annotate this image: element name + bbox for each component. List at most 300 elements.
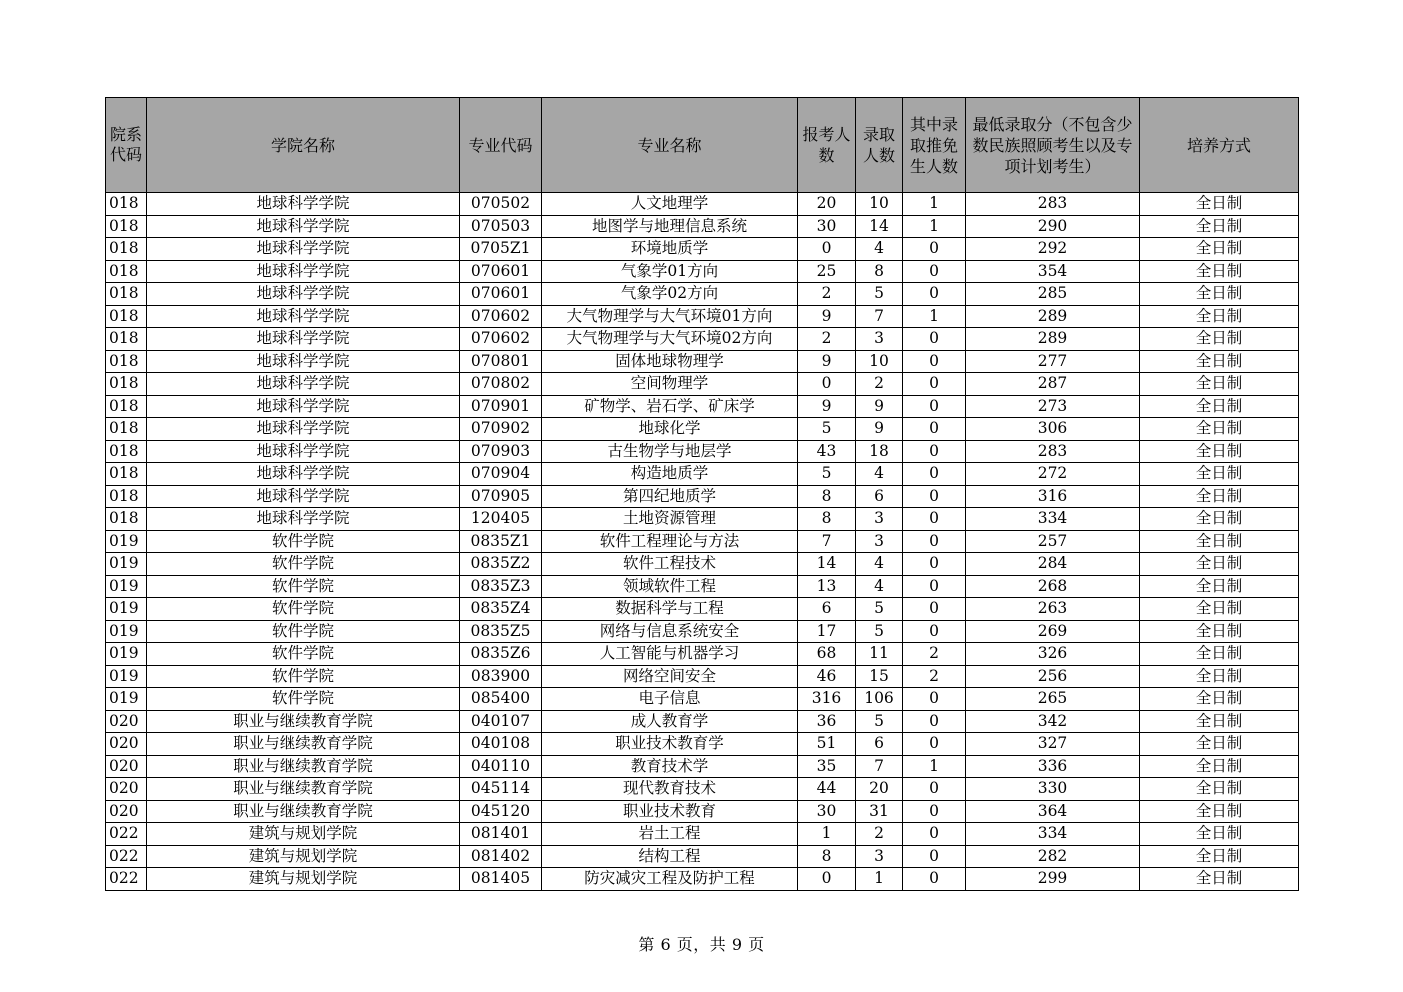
cell-college: 地球科学学院 (147, 463, 460, 486)
cell-min-score: 334 (966, 508, 1140, 531)
cell-dept-code: 019 (106, 643, 147, 666)
cell-dept-code: 020 (106, 800, 147, 823)
cell-mode: 全日制 (1140, 755, 1299, 778)
header-applicants: 报考人数 (798, 98, 856, 193)
cell-major-code: 070802 (460, 373, 542, 396)
cell-major-code: 081405 (460, 868, 542, 891)
cell-exempt: 2 (903, 665, 966, 688)
cell-applicants: 8 (798, 485, 856, 508)
header-row (106, 98, 1299, 193)
cell-major-code: 045114 (460, 778, 542, 801)
cell-major-name: 职业技术教育学 (542, 733, 798, 756)
cell-mode: 全日制 (1140, 620, 1299, 643)
cell-major-code: 0835Z5 (460, 620, 542, 643)
cell-major-name: 结构工程 (542, 845, 798, 868)
cell-major-code: 040110 (460, 755, 542, 778)
cell-admitted: 6 (856, 733, 903, 756)
cell-major-name: 岩土工程 (542, 823, 798, 846)
cell-applicants: 2 (798, 328, 856, 351)
cell-min-score: 316 (966, 485, 1140, 508)
cell-min-score: 268 (966, 575, 1140, 598)
cell-applicants: 68 (798, 643, 856, 666)
cell-major-name: 土地资源管理 (542, 508, 798, 531)
cell-college: 软件学院 (147, 553, 460, 576)
cell-exempt: 0 (903, 710, 966, 733)
cell-min-score: 282 (966, 845, 1140, 868)
cell-college: 职业与继续教育学院 (147, 800, 460, 823)
cell-admitted: 2 (856, 823, 903, 846)
header-dept-code: 院系代码 (106, 98, 147, 193)
cell-mode: 全日制 (1140, 463, 1299, 486)
cell-college: 职业与继续教育学院 (147, 733, 460, 756)
cell-min-score: 285 (966, 283, 1140, 306)
header-major-name: 专业名称 (542, 98, 798, 193)
cell-admitted: 6 (856, 485, 903, 508)
cell-min-score: 334 (966, 823, 1140, 846)
cell-dept-code: 018 (106, 215, 147, 238)
table-row (106, 373, 1299, 396)
cell-min-score: 342 (966, 710, 1140, 733)
cell-major-name: 网络空间安全 (542, 665, 798, 688)
cell-major-name: 软件工程技术 (542, 553, 798, 576)
cell-exempt: 1 (903, 193, 966, 216)
table-row (106, 350, 1299, 373)
cell-mode: 全日制 (1140, 845, 1299, 868)
cell-college: 地球科学学院 (147, 350, 460, 373)
cell-dept-code: 018 (106, 283, 147, 306)
cell-dept-code: 018 (106, 350, 147, 373)
cell-college: 软件学院 (147, 665, 460, 688)
cell-college: 职业与继续教育学院 (147, 778, 460, 801)
cell-major-name: 矿物学、岩石学、矿床学 (542, 395, 798, 418)
cell-exempt: 0 (903, 328, 966, 351)
cell-applicants: 14 (798, 553, 856, 576)
cell-applicants: 0 (798, 238, 856, 261)
cell-min-score: 257 (966, 530, 1140, 553)
cell-mode: 全日制 (1140, 193, 1299, 216)
cell-admitted: 31 (856, 800, 903, 823)
table-row (106, 305, 1299, 328)
cell-major-code: 120405 (460, 508, 542, 531)
cell-applicants: 20 (798, 193, 856, 216)
cell-major-name: 成人教育学 (542, 710, 798, 733)
cell-mode: 全日制 (1140, 350, 1299, 373)
table-row (106, 665, 1299, 688)
cell-admitted: 3 (856, 845, 903, 868)
cell-major-code: 0835Z4 (460, 598, 542, 621)
cell-major-name: 现代教育技术 (542, 778, 798, 801)
cell-exempt: 2 (903, 643, 966, 666)
cell-admitted: 5 (856, 283, 903, 306)
cell-dept-code: 018 (106, 305, 147, 328)
cell-major-code: 040108 (460, 733, 542, 756)
cell-major-name: 防灾减灾工程及防护工程 (542, 868, 798, 891)
cell-min-score: 277 (966, 350, 1140, 373)
cell-dept-code: 020 (106, 755, 147, 778)
cell-dept-code: 018 (106, 328, 147, 351)
cell-college: 地球科学学院 (147, 193, 460, 216)
cell-applicants: 5 (798, 418, 856, 441)
cell-min-score: 269 (966, 620, 1140, 643)
table-row (106, 395, 1299, 418)
cell-college: 地球科学学院 (147, 215, 460, 238)
cell-major-code: 070801 (460, 350, 542, 373)
cell-dept-code: 022 (106, 823, 147, 846)
cell-min-score: 299 (966, 868, 1140, 891)
cell-mode: 全日制 (1140, 710, 1299, 733)
cell-college: 软件学院 (147, 688, 460, 711)
cell-min-score: 326 (966, 643, 1140, 666)
cell-applicants: 2 (798, 283, 856, 306)
cell-major-code: 070902 (460, 418, 542, 441)
cell-mode: 全日制 (1140, 440, 1299, 463)
cell-major-code: 081402 (460, 845, 542, 868)
cell-mode: 全日制 (1140, 733, 1299, 756)
cell-applicants: 43 (798, 440, 856, 463)
cell-major-name: 软件工程理论与方法 (542, 530, 798, 553)
cell-college: 软件学院 (147, 643, 460, 666)
cell-dept-code: 018 (106, 440, 147, 463)
cell-major-code: 0835Z3 (460, 575, 542, 598)
cell-applicants: 13 (798, 575, 856, 598)
cell-major-name: 气象学02方向 (542, 283, 798, 306)
cell-applicants: 51 (798, 733, 856, 756)
cell-mode: 全日制 (1140, 800, 1299, 823)
cell-dept-code: 018 (106, 418, 147, 441)
cell-dept-code: 018 (106, 395, 147, 418)
cell-college: 地球科学学院 (147, 395, 460, 418)
cell-mode: 全日制 (1140, 868, 1299, 891)
cell-major-name: 第四纪地质学 (542, 485, 798, 508)
cell-admitted: 4 (856, 238, 903, 261)
cell-admitted: 5 (856, 598, 903, 621)
cell-major-name: 构造地质学 (542, 463, 798, 486)
cell-exempt: 0 (903, 283, 966, 306)
cell-min-score: 273 (966, 395, 1140, 418)
cell-exempt: 0 (903, 395, 966, 418)
cell-applicants: 8 (798, 508, 856, 531)
cell-college: 地球科学学院 (147, 485, 460, 508)
cell-admitted: 3 (856, 508, 903, 531)
cell-college: 地球科学学院 (147, 238, 460, 261)
cell-major-name: 大气物理学与大气环境01方向 (542, 305, 798, 328)
cell-mode: 全日制 (1140, 373, 1299, 396)
cell-exempt: 0 (903, 845, 966, 868)
cell-mode: 全日制 (1140, 530, 1299, 553)
cell-college: 建筑与规划学院 (147, 823, 460, 846)
cell-min-score: 306 (966, 418, 1140, 441)
header-major-code: 专业代码 (460, 98, 542, 193)
table-row (106, 778, 1299, 801)
cell-applicants: 46 (798, 665, 856, 688)
cell-admitted: 14 (856, 215, 903, 238)
cell-min-score: 327 (966, 733, 1140, 756)
table-row (106, 553, 1299, 576)
cell-exempt: 0 (903, 440, 966, 463)
cell-mode: 全日制 (1140, 260, 1299, 283)
cell-admitted: 5 (856, 620, 903, 643)
cell-exempt: 0 (903, 508, 966, 531)
cell-applicants: 8 (798, 845, 856, 868)
cell-exempt: 0 (903, 688, 966, 711)
cell-applicants: 9 (798, 350, 856, 373)
cell-college: 地球科学学院 (147, 328, 460, 351)
cell-exempt: 0 (903, 418, 966, 441)
cell-dept-code: 019 (106, 688, 147, 711)
cell-mode: 全日制 (1140, 283, 1299, 306)
cell-major-name: 地球化学 (542, 418, 798, 441)
cell-dept-code: 018 (106, 463, 147, 486)
cell-college: 职业与继续教育学院 (147, 755, 460, 778)
table-row (106, 283, 1299, 306)
cell-exempt: 1 (903, 215, 966, 238)
table-row (106, 440, 1299, 463)
cell-applicants: 30 (798, 800, 856, 823)
cell-major-code: 0835Z6 (460, 643, 542, 666)
cell-admitted: 106 (856, 688, 903, 711)
cell-min-score: 265 (966, 688, 1140, 711)
cell-exempt: 0 (903, 733, 966, 756)
cell-admitted: 11 (856, 643, 903, 666)
cell-min-score: 263 (966, 598, 1140, 621)
cell-admitted: 18 (856, 440, 903, 463)
cell-major-code: 0705Z1 (460, 238, 542, 261)
table-row (106, 485, 1299, 508)
cell-exempt: 0 (903, 868, 966, 891)
cell-major-code: 070905 (460, 485, 542, 508)
cell-major-code: 070904 (460, 463, 542, 486)
cell-mode: 全日制 (1140, 598, 1299, 621)
cell-major-name: 人工智能与机器学习 (542, 643, 798, 666)
cell-mode: 全日制 (1140, 508, 1299, 531)
cell-major-code: 070602 (460, 305, 542, 328)
table-row (106, 620, 1299, 643)
cell-exempt: 0 (903, 238, 966, 261)
cell-major-name: 气象学01方向 (542, 260, 798, 283)
table-row (106, 643, 1299, 666)
cell-applicants: 30 (798, 215, 856, 238)
table-row (106, 823, 1299, 846)
cell-college: 地球科学学院 (147, 373, 460, 396)
cell-applicants: 35 (798, 755, 856, 778)
cell-mode: 全日制 (1140, 305, 1299, 328)
cell-major-name: 地图学与地理信息系统 (542, 215, 798, 238)
cell-dept-code: 020 (106, 710, 147, 733)
cell-major-name: 古生物学与地层学 (542, 440, 798, 463)
cell-exempt: 0 (903, 800, 966, 823)
cell-exempt: 0 (903, 463, 966, 486)
table-row (106, 598, 1299, 621)
header-admitted: 录取人数 (856, 98, 903, 193)
table-row (106, 418, 1299, 441)
cell-applicants: 6 (798, 598, 856, 621)
cell-dept-code: 018 (106, 193, 147, 216)
header-college: 学院名称 (147, 98, 460, 193)
cell-mode: 全日制 (1140, 395, 1299, 418)
cell-major-code: 045120 (460, 800, 542, 823)
cell-college: 地球科学学院 (147, 283, 460, 306)
cell-min-score: 289 (966, 305, 1140, 328)
table-row (106, 238, 1299, 261)
cell-exempt: 0 (903, 778, 966, 801)
table-row (106, 508, 1299, 531)
cell-mode: 全日制 (1140, 823, 1299, 846)
cell-min-score: 287 (966, 373, 1140, 396)
cell-applicants: 0 (798, 373, 856, 396)
cell-major-code: 083900 (460, 665, 542, 688)
cell-college: 软件学院 (147, 598, 460, 621)
page-footer: 第 6 页，共 9 页 (638, 935, 765, 954)
cell-dept-code: 019 (106, 553, 147, 576)
cell-admitted: 3 (856, 328, 903, 351)
cell-admitted: 9 (856, 395, 903, 418)
cell-dept-code: 020 (106, 778, 147, 801)
cell-major-name: 数据科学与工程 (542, 598, 798, 621)
cell-dept-code: 018 (106, 373, 147, 396)
cell-major-code: 085400 (460, 688, 542, 711)
cell-mode: 全日制 (1140, 238, 1299, 261)
cell-exempt: 0 (903, 485, 966, 508)
cell-exempt: 0 (903, 598, 966, 621)
table-row (106, 733, 1299, 756)
cell-exempt: 0 (903, 530, 966, 553)
cell-dept-code: 019 (106, 665, 147, 688)
cell-applicants: 7 (798, 530, 856, 553)
cell-min-score: 290 (966, 215, 1140, 238)
cell-exempt: 0 (903, 373, 966, 396)
header-min-score: 最低录取分（不包含少数民族照顾考生以及专项计划考生） (966, 98, 1140, 193)
cell-college: 地球科学学院 (147, 418, 460, 441)
cell-exempt: 0 (903, 620, 966, 643)
cell-major-name: 网络与信息系统安全 (542, 620, 798, 643)
cell-exempt: 0 (903, 260, 966, 283)
cell-college: 软件学院 (147, 530, 460, 553)
cell-major-name: 大气物理学与大气环境02方向 (542, 328, 798, 351)
cell-admitted: 10 (856, 350, 903, 373)
cell-applicants: 17 (798, 620, 856, 643)
cell-applicants: 0 (798, 868, 856, 891)
cell-admitted: 4 (856, 553, 903, 576)
cell-applicants: 1 (798, 823, 856, 846)
cell-mode: 全日制 (1140, 688, 1299, 711)
cell-mode: 全日制 (1140, 215, 1299, 238)
cell-admitted: 9 (856, 418, 903, 441)
cell-min-score: 283 (966, 193, 1140, 216)
cell-applicants: 36 (798, 710, 856, 733)
cell-mode: 全日制 (1140, 575, 1299, 598)
cell-admitted: 7 (856, 305, 903, 328)
table-row (106, 530, 1299, 553)
cell-college: 地球科学学院 (147, 440, 460, 463)
table-row (106, 845, 1299, 868)
cell-major-name: 环境地质学 (542, 238, 798, 261)
cell-min-score: 330 (966, 778, 1140, 801)
cell-major-name: 职业技术教育 (542, 800, 798, 823)
cell-major-name: 固体地球物理学 (542, 350, 798, 373)
table-row (106, 463, 1299, 486)
cell-admitted: 7 (856, 755, 903, 778)
cell-mode: 全日制 (1140, 553, 1299, 576)
table-row (106, 710, 1299, 733)
table-row (106, 215, 1299, 238)
table-row (106, 800, 1299, 823)
cell-min-score: 292 (966, 238, 1140, 261)
cell-major-code: 081401 (460, 823, 542, 846)
cell-admitted: 15 (856, 665, 903, 688)
cell-exempt: 1 (903, 755, 966, 778)
table-row (106, 193, 1299, 216)
cell-mode: 全日制 (1140, 485, 1299, 508)
cell-dept-code: 019 (106, 620, 147, 643)
admission-table (105, 97, 1299, 891)
cell-admitted: 4 (856, 463, 903, 486)
cell-admitted: 1 (856, 868, 903, 891)
cell-major-code: 040107 (460, 710, 542, 733)
cell-college: 地球科学学院 (147, 260, 460, 283)
cell-admitted: 5 (856, 710, 903, 733)
cell-college: 建筑与规划学院 (147, 845, 460, 868)
cell-college: 职业与继续教育学院 (147, 710, 460, 733)
cell-mode: 全日制 (1140, 643, 1299, 666)
cell-dept-code: 018 (106, 238, 147, 261)
cell-exempt: 1 (903, 305, 966, 328)
cell-major-code: 070502 (460, 193, 542, 216)
cell-college: 建筑与规划学院 (147, 868, 460, 891)
cell-applicants: 316 (798, 688, 856, 711)
cell-admitted: 10 (856, 193, 903, 216)
cell-dept-code: 019 (106, 530, 147, 553)
cell-mode: 全日制 (1140, 328, 1299, 351)
cell-college: 地球科学学院 (147, 305, 460, 328)
cell-dept-code: 020 (106, 733, 147, 756)
cell-min-score: 289 (966, 328, 1140, 351)
cell-exempt: 0 (903, 350, 966, 373)
cell-min-score: 256 (966, 665, 1140, 688)
cell-min-score: 283 (966, 440, 1140, 463)
cell-major-code: 070602 (460, 328, 542, 351)
cell-min-score: 354 (966, 260, 1140, 283)
cell-min-score: 272 (966, 463, 1140, 486)
table-row (106, 755, 1299, 778)
cell-college: 软件学院 (147, 620, 460, 643)
cell-major-code: 070601 (460, 260, 542, 283)
table-row (106, 868, 1299, 891)
cell-min-score: 364 (966, 800, 1140, 823)
header-mode: 培养方式 (1140, 98, 1299, 193)
cell-mode: 全日制 (1140, 778, 1299, 801)
cell-dept-code: 022 (106, 868, 147, 891)
cell-admitted: 2 (856, 373, 903, 396)
cell-major-code: 0835Z1 (460, 530, 542, 553)
cell-min-score: 336 (966, 755, 1140, 778)
cell-admitted: 4 (856, 575, 903, 598)
cell-applicants: 25 (798, 260, 856, 283)
cell-major-code: 070903 (460, 440, 542, 463)
cell-major-code: 070503 (460, 215, 542, 238)
cell-exempt: 0 (903, 823, 966, 846)
cell-dept-code: 018 (106, 260, 147, 283)
cell-applicants: 44 (798, 778, 856, 801)
cell-applicants: 5 (798, 463, 856, 486)
cell-min-score: 284 (966, 553, 1140, 576)
cell-applicants: 9 (798, 305, 856, 328)
table-row (106, 328, 1299, 351)
table-row (106, 688, 1299, 711)
cell-admitted: 20 (856, 778, 903, 801)
table-row (106, 260, 1299, 283)
cell-exempt: 0 (903, 575, 966, 598)
cell-major-code: 070901 (460, 395, 542, 418)
